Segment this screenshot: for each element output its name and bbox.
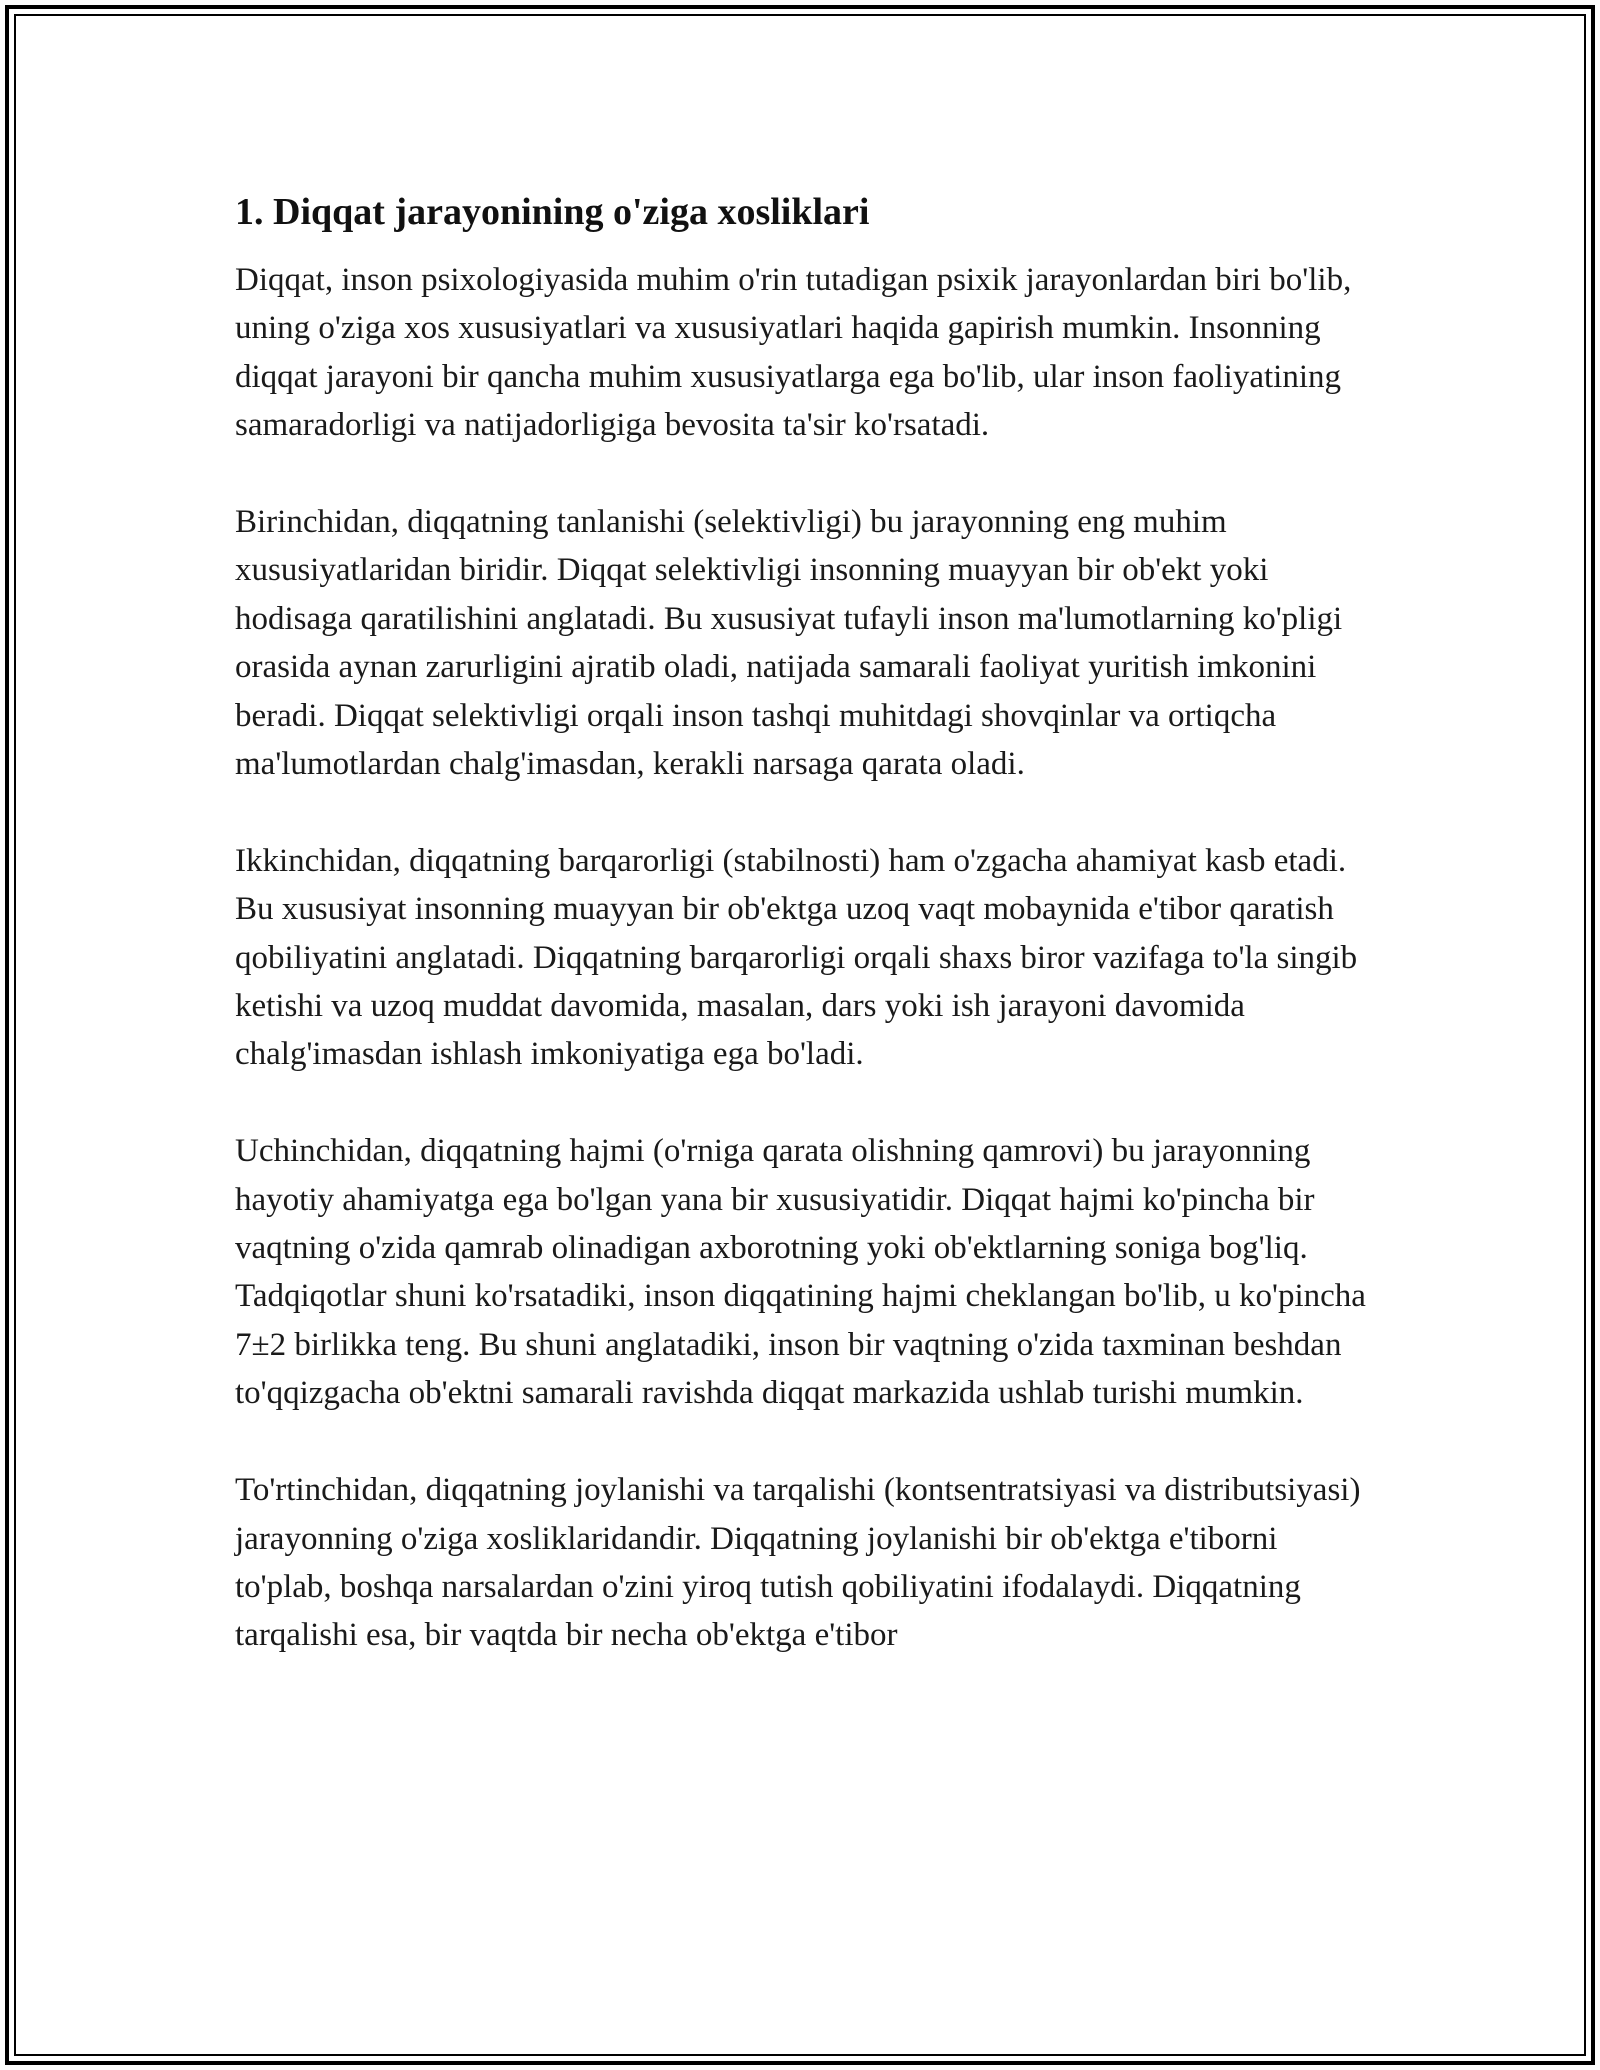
paragraph-volume: Uchinchidan, diqqatning hajmi (o'rniga qarata olishning qamrovi) bu jarayonning hayotiy ahamiyatga ega bo'lgan yana bir xususiyatidir. Diqqat hajmi ko'pincha bir vaqtning o'zida qamrab olinadigan axborotning yoki ob'ektlarning soniga bog'liq. Tadqiqotlar shuni ko'rsatadiki, inson diqqatining hajmi cheklangan bo'lib, u ko'pincha 7±2 birlikka teng. Bu shuni anglatadiki, inson bir vaqtning o'zida taxminan beshdan to'qqizgacha ob'ektni samarali ravishda diqqat markazida ushlab turishi mumkin. — [235, 1133, 1366, 1412]
document-body — [235, 188, 1375, 1708]
section-heading: 1. Diqqat jarayonining o'ziga xosliklari — [235, 191, 870, 233]
paragraph-distribution: To'rtinchidan, diqqatning joylanishi va tarqalishi (kontsentratsiyasi va distributsiyasi) jarayonning o'ziga xosliklaridandir. Diqqatning joylanishi bir ob'ektga e'tiborni to'plab, boshqa narsalardan o'zini yiroq tutish qobiliyatini ifodalaydi. Diqqatning tarqalishi esa, bir vaqtda bir necha ob'ektga e'tibor — [235, 1472, 1361, 1654]
paragraph-selectivity: Birinchidan, diqqatning tanlanishi (selektivligi) bu jarayonning eng muhim xususiyatlaridan biridir. Diqqat selektivligi insonning muayyan bir ob'ekt yoki hodisaga qaratilishini anglatadi. Bu xususiyat tufayli inson ma'lumotlarning ko'pligi orasida aynan zarurligini ajratib oladi, natijada samarali faoliyat yuritish imkonini beradi. Diqqat selektivligi orqali inson tashqi muhitdagi shovqinlar va ortiqcha ma'lumotlardan chalg'imasdan, kerakli narsaga qarata oladi. — [235, 504, 1343, 783]
paragraph-stability: Ikkinchidan, diqqatning barqarorligi (stabilnosti) ham o'zgacha ahamiyat kasb etadi. Bu xususiyat insonning muayyan bir ob'ektga uzoq vaqt mobaynida e'tibor qaratish qobiliyatini anglatadi. Diqqatning barqarorligi orqali shaxs biror vazifaga to'la singib ketishi va uzoq muddat davomida, masalan, dars yoki ish jarayoni davomida chalg'imasdan ishlash imkoniyatiga ega bo'ladi. — [235, 842, 1358, 1073]
paragraph-intro: Diqqat, inson psixologiyasida muhim o'rin tutadigan psixik jarayonlardan biri bo'lib, uning o'ziga xos xususiyatlari va xususiyatlari haqida gapirish mumkin. Insonning diqqat jarayoni bir qancha muhim xususiyatlarga ega bo'lib, ular inson faoliyatining samaradorligi va natijadorligiga bevosita ta'sir ko'rsatadi. — [235, 262, 1352, 444]
